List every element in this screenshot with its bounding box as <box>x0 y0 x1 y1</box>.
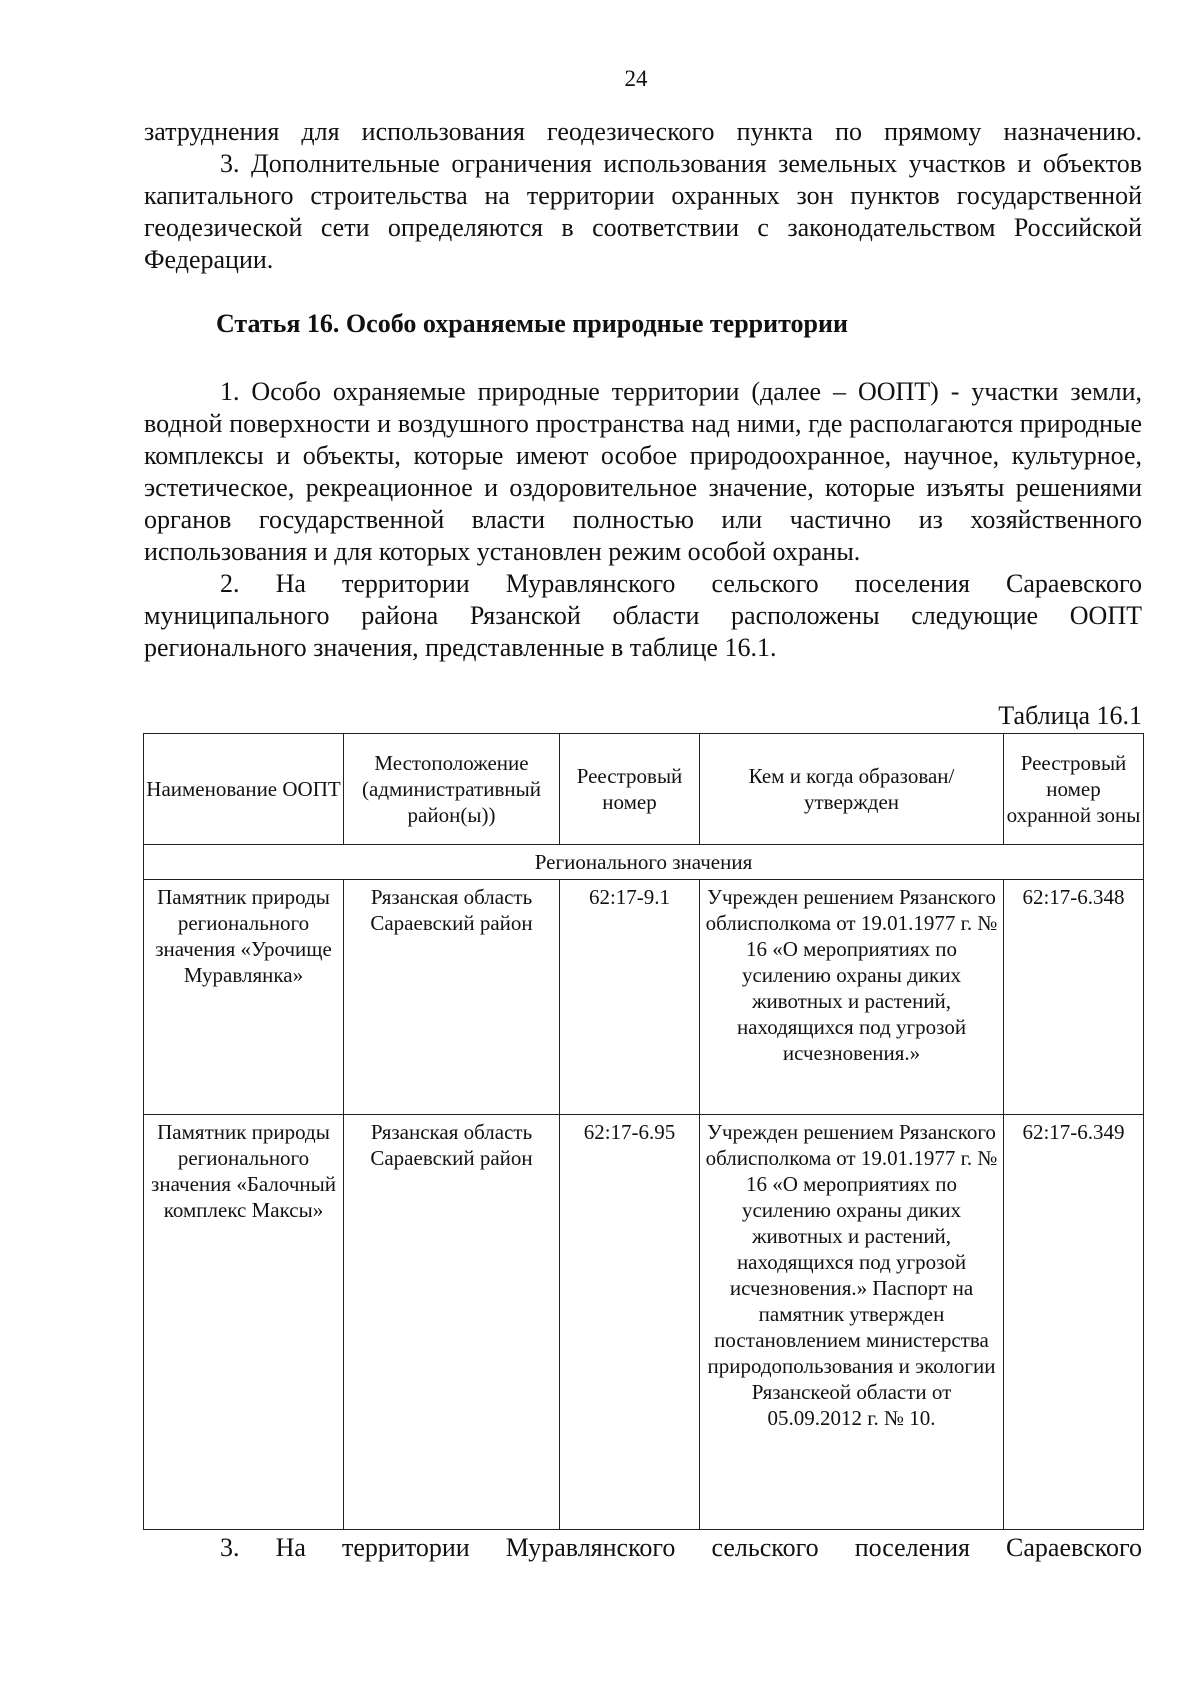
page-number: 24 <box>624 66 648 91</box>
cell-name: Памятник природы регионального значения «Урочище Муравлянка» <box>144 880 344 1115</box>
table-row <box>144 1115 1144 1530</box>
cell-zone-registry-number: 62:17-6.349 <box>1004 1115 1144 1530</box>
paragraph-2-table-intro: 2. На территории Муравлянского сельского поселения Сараевского муниципального района Рязанской области расположены следующие ООПТ регионального значения, представленные в таблице 16.1. <box>144 569 1142 662</box>
cell-registry-number: 62:17-6.95 <box>560 1115 700 1530</box>
table-header-row <box>144 734 1144 845</box>
table-row <box>144 880 1144 1115</box>
table-caption: Таблица 16.1 <box>998 701 1142 730</box>
header-name: Наименование ООПТ <box>144 734 344 845</box>
article-heading: Статья 16. Особо охраняемые природные территории <box>216 309 848 338</box>
cell-established-by: Учрежден решением Рязанского облисполкома от 19.01.1977 г. № 16 «О мероприятиях по усилению охраны диких животных и растений, находящихся под угрозой исчезновения.» <box>700 880 1004 1115</box>
header-established-by: Кем и когда образован/ утвержден <box>700 734 1004 845</box>
cell-zone-registry-number: 62:17-6.348 <box>1004 880 1144 1115</box>
cell-name: Памятник природы регионального значения «Балочный комплекс Максы» <box>144 1115 344 1530</box>
oopt-table <box>143 733 1144 1530</box>
section-title: Регионального значения <box>144 845 1144 880</box>
paragraph-1-definition: 1. Особо охраняемые природные территории (далее – ООПТ) - участки земли, водной поверхности и воздушного пространства над ними, где располагаются природные комплексы и объекты, которые имеют особое природоохранное, научное, культурное, эстетическое, рекреационное и оздоровительное значение, которые изъяты решениями органов государственной власти полностью или частично из хозяйственного использования и для которых установлен режим особой охраны. <box>144 377 1142 566</box>
bottom-text-block <box>144 1532 1142 1564</box>
paragraph-3-restrictions: 3. Дополнительные ограничения использования земельных участков и объектов капитального строительства на территории охранных зон пунктов государственной геодезической сети определяются в соответствии с законодательством Российской Федерации. <box>144 149 1142 274</box>
table-section-row <box>144 845 1144 880</box>
cell-established-by: Учрежден решением Рязанского облисполкома от 19.01.1977 г. № 16 «О мероприятиях по усилению охраны диких животных и растений, находящихся под угрозой исчезновения.» Паспорт на памятник утвержден постановлением министерства природопользования и экологии Рязанскеой области от 05.09.2012 г. № 10. <box>700 1115 1004 1530</box>
header-zone-registry-number: Реестровый номер охранной зоны <box>1004 734 1144 845</box>
top-text-block <box>144 116 1142 276</box>
paragraph-3-continuation: 3. На территории Муравлянского сельского поселения Сараевского <box>220 1533 1142 1562</box>
article-text-block <box>144 376 1142 664</box>
header-location: Местоположение (административный район(ы)) <box>344 734 560 845</box>
cell-registry-number: 62:17-9.1 <box>560 880 700 1115</box>
paragraph-continuation: затруднения для использования геодезического пункта по прямому назначению. <box>144 117 1142 146</box>
header-registry-number: Реестровый номер <box>560 734 700 845</box>
cell-location: Рязанская область Сараевский район <box>344 1115 560 1530</box>
cell-location: Рязанская область Сараевский район <box>344 880 560 1115</box>
